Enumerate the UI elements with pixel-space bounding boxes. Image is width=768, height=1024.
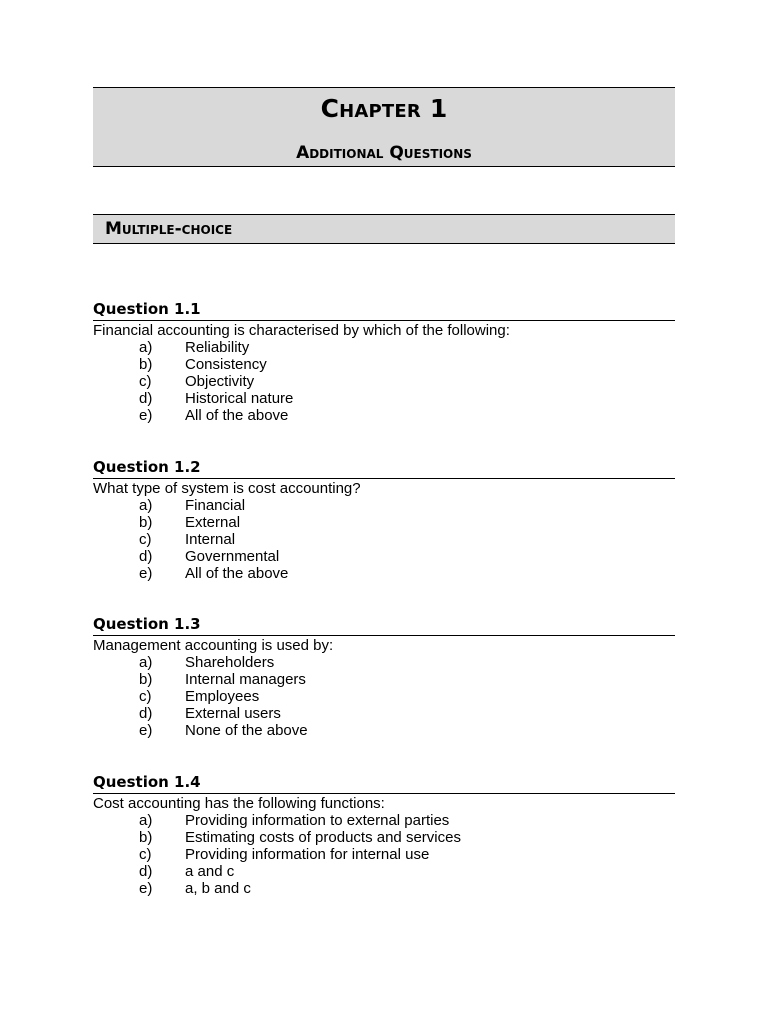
option-text: Reliability: [185, 339, 250, 356]
option-item: [93, 356, 675, 373]
option-text: Financial: [185, 497, 246, 514]
option-item: [93, 671, 675, 688]
option-letter: c): [139, 531, 152, 548]
option-item: [93, 497, 675, 514]
option-text: Internal: [185, 531, 236, 548]
option-text: Providing information for internal use: [185, 846, 430, 863]
option-item: [93, 722, 675, 739]
option-text: Internal managers: [185, 671, 306, 688]
option-text: Objectivity: [185, 373, 255, 390]
question-text: Cost accounting has the following functions:: [93, 795, 385, 812]
option-item: [93, 514, 675, 531]
section-title: Multiple-choice: [105, 219, 233, 239]
option-text: a, b and c: [185, 880, 251, 897]
option-item: [93, 407, 675, 424]
option-list: [93, 339, 675, 424]
option-item: [93, 829, 675, 846]
question-text: Management accounting is used by:: [93, 637, 334, 654]
option-letter: d): [139, 863, 153, 880]
question-label: Question 1.3: [93, 614, 675, 636]
option-text: Shareholders: [185, 654, 275, 671]
question-text: Financial accounting is characterised by which of the following:: [93, 322, 510, 339]
option-item: [93, 812, 675, 829]
option-letter: b): [139, 514, 153, 531]
option-letter: a): [139, 654, 153, 671]
option-letter: d): [139, 548, 153, 565]
option-item: [93, 688, 675, 705]
option-list: [93, 654, 675, 739]
option-letter: a): [139, 497, 153, 514]
section-header: [93, 214, 675, 244]
question-label: Question 1.4: [93, 772, 675, 794]
option-item: [93, 565, 675, 582]
chapter-title: Chapter 1: [320, 94, 448, 123]
option-letter: b): [139, 671, 153, 688]
question-block: [93, 457, 675, 582]
option-text: Governmental: [185, 548, 280, 565]
option-letter: e): [139, 407, 153, 424]
chapter-subtitle: Additional Questions: [296, 143, 472, 163]
option-letter: c): [139, 373, 152, 390]
option-letter: d): [139, 390, 153, 407]
option-letter: e): [139, 722, 153, 739]
option-item: [93, 863, 675, 880]
option-text: External users: [185, 705, 281, 722]
option-letter: c): [139, 688, 152, 705]
option-item: [93, 846, 675, 863]
option-item: [93, 705, 675, 722]
option-text: Consistency: [185, 356, 267, 373]
option-text: All of the above: [185, 407, 289, 424]
question-text: What type of system is cost accounting?: [93, 480, 361, 497]
question-label: Question 1.2: [93, 457, 675, 479]
option-text: External: [185, 514, 241, 531]
option-letter: a): [139, 339, 153, 356]
option-item: [93, 548, 675, 565]
option-letter: a): [139, 812, 153, 829]
option-text: Estimating costs of products and services: [185, 829, 461, 846]
question-block: [93, 299, 675, 424]
option-list: [93, 497, 675, 582]
chapter-header: [93, 87, 675, 167]
option-text: Employees: [185, 688, 260, 705]
option-item: [93, 654, 675, 671]
option-letter: e): [139, 565, 153, 582]
option-text: Providing information to external parties: [185, 812, 450, 829]
option-text: Historical nature: [185, 390, 294, 407]
question-block: [93, 772, 675, 897]
option-item: [93, 531, 675, 548]
option-letter: d): [139, 705, 153, 722]
option-item: [93, 339, 675, 356]
option-text: All of the above: [185, 565, 289, 582]
question-block: [93, 614, 675, 739]
option-item: [93, 880, 675, 897]
question-label: Question 1.1: [93, 299, 675, 321]
option-letter: b): [139, 356, 153, 373]
option-item: [93, 373, 675, 390]
option-text: None of the above: [185, 722, 308, 739]
option-letter: c): [139, 846, 152, 863]
option-item: [93, 390, 675, 407]
option-letter: e): [139, 880, 153, 897]
option-text: a and c: [185, 863, 235, 880]
option-list: [93, 812, 675, 897]
option-letter: b): [139, 829, 153, 846]
